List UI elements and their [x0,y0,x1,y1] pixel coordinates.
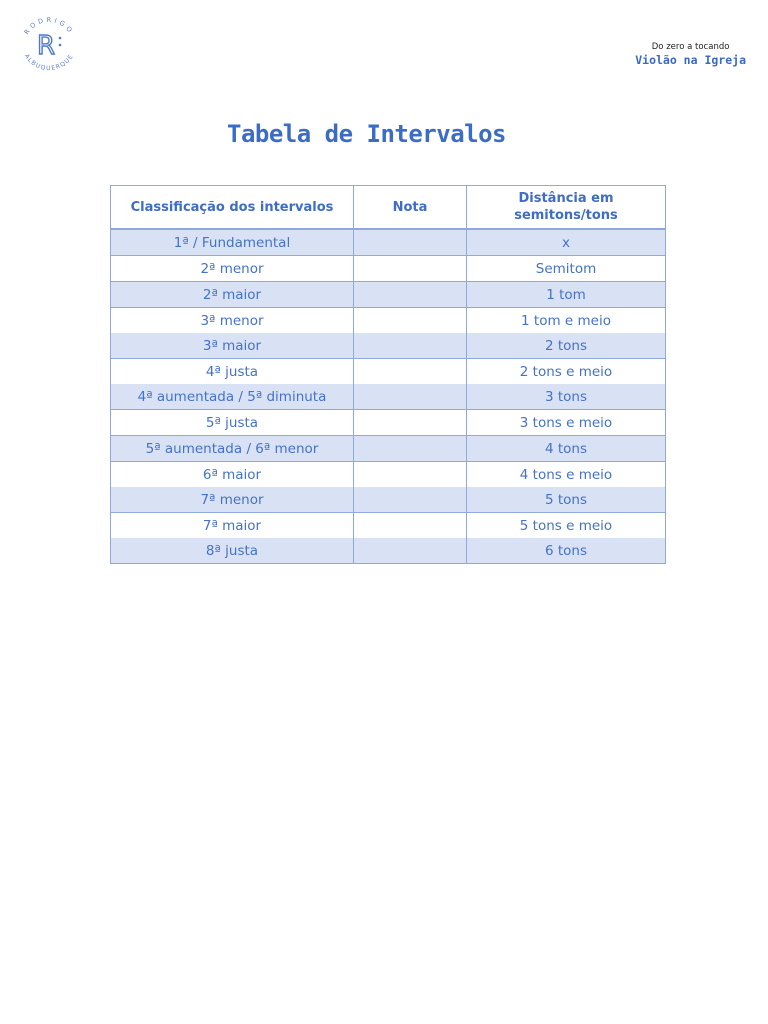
table-header-row [111,186,666,230]
cell-distance: 5 tons e meio [467,513,666,539]
header-classification: Classificação dos intervalos [111,186,354,230]
table-row [111,410,666,436]
cell-note [354,308,467,334]
cell-distance: 4 tons [467,436,666,462]
logo-text-bottom: ALBUQUERQUE [22,52,76,73]
cell-distance: 2 tons [467,333,666,359]
cell-distance: 3 tons e meio [467,410,666,436]
table-row [111,229,666,256]
cell-interval: 8ª justa [111,538,354,564]
cell-note [354,538,467,564]
cell-distance: 1 tom e meio [467,308,666,334]
cell-distance: 4 tons e meio [467,462,666,488]
cell-distance: Semitom [467,256,666,282]
cell-note [354,436,467,462]
cell-distance: 2 tons e meio [467,359,666,385]
cell-note [354,487,467,513]
logo [16,12,82,74]
cell-distance: 3 tons [467,384,666,410]
table-row [111,359,666,385]
table-row [111,487,666,513]
cell-interval: 4ª justa [111,359,354,385]
cell-interval: 5ª justa [111,410,354,436]
cell-interval: 2ª maior [111,282,354,308]
table-row [111,538,666,564]
cell-interval: 7ª menor [111,487,354,513]
header-note: Nota [354,186,467,230]
cell-interval: 1ª / Fundamental [111,229,354,256]
logo-monogram: R [36,31,56,61]
intervals-table [110,185,666,564]
cell-distance: 1 tom [467,282,666,308]
cell-interval: 3ª maior [111,333,354,359]
brand-tag [635,42,746,68]
cell-note [354,513,467,539]
cell-interval: 5ª aumentada / 6ª menor [111,436,354,462]
cell-distance: 6 tons [467,538,666,564]
cell-note [354,359,467,385]
cell-note [354,282,467,308]
cell-interval: 3ª menor [111,308,354,334]
table-row [111,333,666,359]
brand-name: Violão na Igreja [635,53,746,67]
cell-note [354,462,467,488]
cell-note [354,229,467,256]
table-row [111,256,666,282]
page-title: Tabela de Intervalos [227,120,506,148]
cell-interval: 4ª aumentada / 5ª diminuta [111,384,354,410]
cell-note [354,410,467,436]
cell-note [354,384,467,410]
table-row [111,436,666,462]
header-distance: Distância em semitons/tons [467,186,666,230]
cell-interval: 2ª menor [111,256,354,282]
table-row [111,513,666,539]
cell-interval: 6ª maior [111,462,354,488]
table-row [111,384,666,410]
table-row [111,282,666,308]
cell-distance: 5 tons [467,487,666,513]
cell-note [354,256,467,282]
cell-interval: 7ª maior [111,513,354,539]
cell-distance: x [467,229,666,256]
table-row [111,308,666,334]
cell-note [354,333,467,359]
logo-text-top: RODRIGO [22,15,76,37]
table-row [111,462,666,488]
brand-kicker: Do zero a tocando [651,42,730,52]
intervals-table-wrapper [110,185,665,564]
